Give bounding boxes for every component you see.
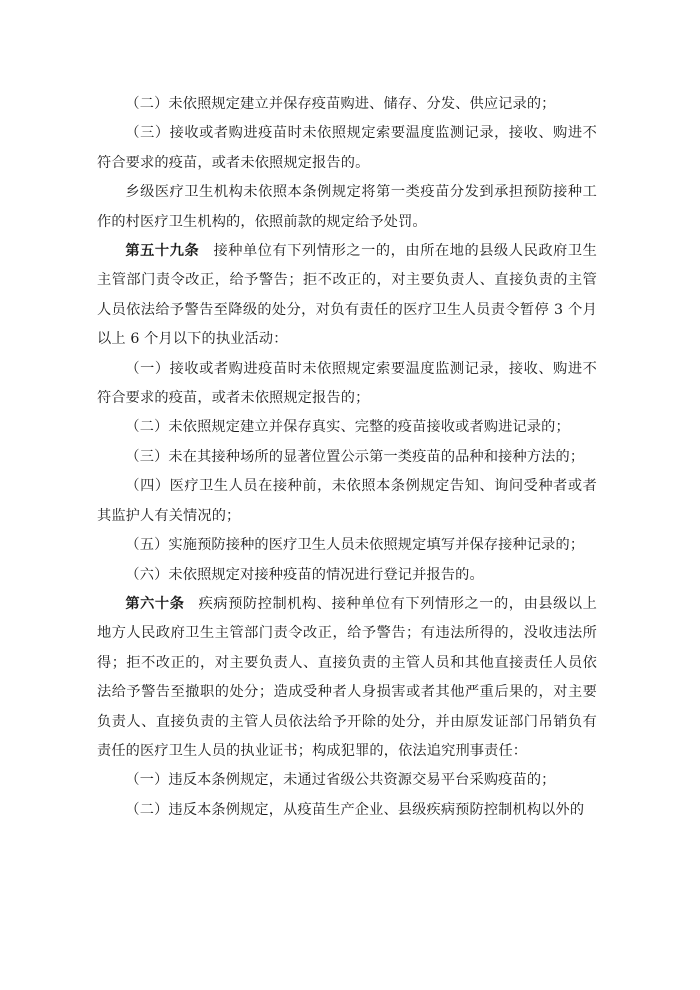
paragraph: （二）违反本条例规定，从疫苗生产企业、县级疾病预防控制机构以外的	[125, 801, 585, 818]
article-paragraph: 第六十条 疾病预防控制机构、接种单位有下列情形之一的，由县级以上地方人民政府卫生主管部门责令改正，给予警告；有违法所得的，没收违法所得；拒不改正的，对主要负责人、直接负责的主管人员和其他直接责任人员依法给予警告至撤职的处分；造成受种者人身损害或者其他严重后果的，对主要负责人、直接负责的主管人员依法给予开除的处分，并由原发证部门吊销负有责任的医疗卫生人员的执业证书；构成犯罪的，依法追究刑事责任：	[97, 595, 597, 759]
paragraph: （五）实施预防接种的医疗卫生人员未依照规定填写并保存接种记录的；	[125, 537, 585, 554]
article-number: 第五十九条	[125, 243, 200, 260]
article-number: 第六十条	[125, 595, 185, 612]
paragraph: （三）接收或者购进疫苗时未依照规定索要温度监测记录，接收、购进不符合要求的疫苗，或者未依照规定报告的。	[97, 125, 597, 171]
paragraph: （三）未在其接种场所的显著位置公示第一类疫苗的品种和接种方法的；	[125, 448, 585, 465]
document-body	[97, 90, 597, 825]
paragraph: （四）医疗卫生人员在接种前，未依照本条例规定告知、询问受种者或者其监护人有关情况的；	[97, 478, 597, 524]
paragraph: （一）接收或者购进疫苗时未依照规定索要温度监测记录，接收、购进不符合要求的疫苗，或者未依照规定报告的；	[97, 360, 597, 407]
paragraph: （二）未依照规定建立并保存真实、完整的疫苗接收或者购进记录的；	[125, 419, 570, 436]
paragraph: （二）未依照规定建立并保存疫苗购进、储存、分发、供应记录的；	[125, 96, 556, 112]
paragraph: （一）违反本条例规定，未通过省级公共资源交易平台采购疫苗的；	[125, 772, 556, 789]
paragraph: （六）未依照规定对接种疫苗的情况进行登记并报告的。	[125, 566, 484, 583]
paragraph: 乡级医疗卫生机构未依照本条例规定将第一类疫苗分发到承担预防接种工作的村医疗卫生机构的，依照前款的规定给予处罚。	[97, 184, 597, 230]
article-paragraph: 第五十九条 接种单位有下列情形之一的，由所在地的县级人民政府卫生主管部门责令改正，给予警告；拒不改正的，对主要负责人、直接负责的主管人员依法给予警告至降级的处分，对负有责任的医疗卫生人员责令暂停 3 个月以上 6 个月以下的执业活动：	[97, 243, 597, 348]
